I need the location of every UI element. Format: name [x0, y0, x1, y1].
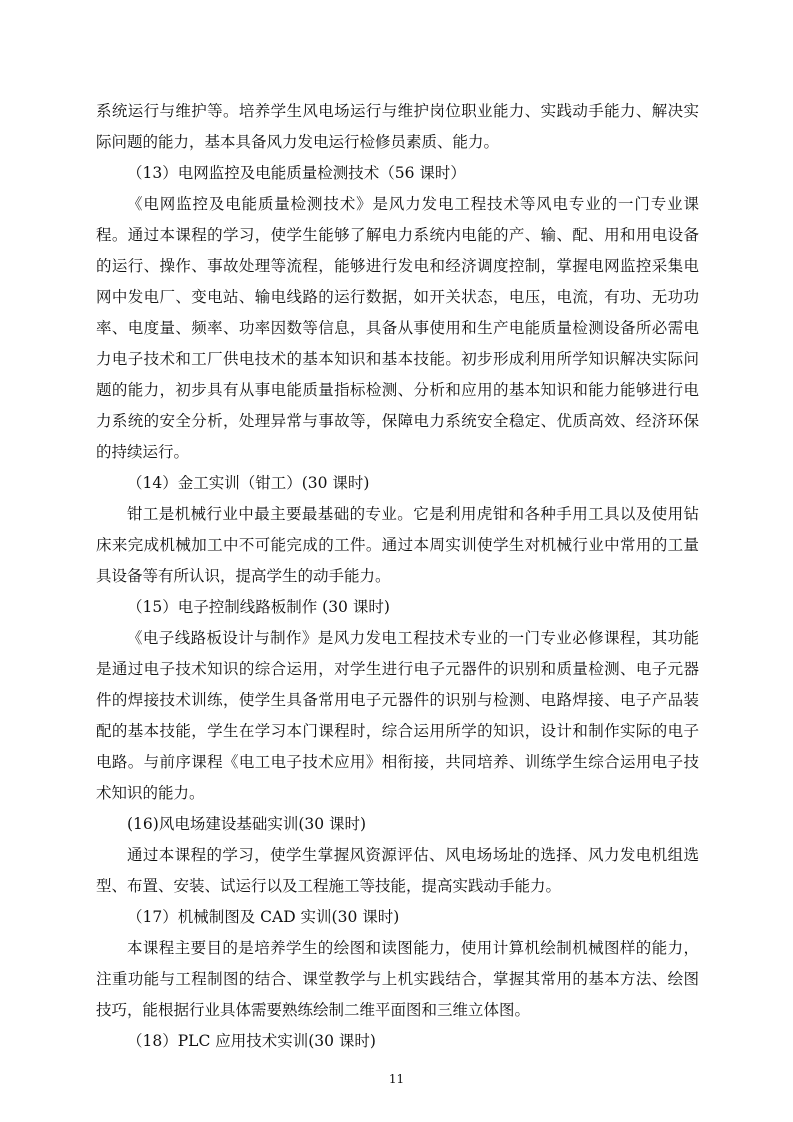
section-heading-16: (16)风电场建设基础实训(30 课时)	[127, 815, 367, 833]
section-heading-15: （15）电子控制线路板制作 (30 课时)	[127, 598, 390, 616]
section-heading-17: （17）机械制图及 CAD 实训(30 课时)	[127, 908, 400, 926]
page-body	[96, 96, 699, 1057]
paragraph-15: 《电子线路板设计与制作》是风力发电工程技术专业的一门专业必修课程，其功能是通过电子技术知识的综合运用，对学生进行电子元器件的识别和质量检测、电子元器件的焊接技术训练，使学生具备常用电子元器件的识别与检测、电路焊接、电子产品装配的基本技能，学生在学习本门课程时，综合运用所学的知识，设计和制作实际的电子电路。与前序课程《电工电子技术应用》相衔接，共同培养、训练学生综合运用电子技术知识的能力。	[96, 629, 699, 802]
section-heading-14: （14）金工实训（钳工）(30 课时)	[127, 474, 370, 492]
paragraph-14: 钳工是机械行业中最主要最基础的专业。它是利用虎钳和各种手用工具以及使用钻床来完成机械加工中不可能完成的工件。通过本周实训使学生对机械行业中常用的工量具设备等有所认识，提高学生的动手能力。	[96, 505, 699, 585]
section-heading-13: （13）电网监控及电能质量检测技术（56 课时）	[127, 164, 466, 182]
paragraph-13: 《电网监控及电能质量检测技术》是风力发电工程技术等风电专业的一门专业课程。通过本课程的学习，使学生能够了解电力系统内电能的产、输、配、用和用电设备的运行、操作、事故处理等流程，能够进行发电和经济调度控制，掌握电网监控采集电网中发电厂、变电站、输电线路的运行数据，如开关状态，电压，电流，有功、无功功率、电度量、频率、功率因数等信息，具备从事使用和生产电能质量检测设备所必需电力电子技术和工厂供电技术的基本知识和基本技能。初步形成利用所学知识解决实际问题的能力，初步具有从事电能质量指标检测、分析和应用的基本知识和能力能够进行电力系统的安全分析，处理异常与事故等，保障电力系统安全稳定、优质高效、经济环保的持续运行。	[96, 195, 699, 461]
paragraph-continued: 系统运行与维护等。培养学生风电场运行与维护岗位职业能力、实践动手能力、解决实际问题的能力，基本具备风力发电运行检修员素质、能力。	[96, 102, 699, 151]
section-heading-18: （18）PLC 应用技术实训(30 课时)	[127, 1032, 376, 1050]
page-number: 11	[388, 1072, 405, 1086]
paragraph-17: 本课程主要目的是培养学生的绘图和读图能力，使用计算机绘制机械图样的能力，注重功能与工程制图的结合、课堂教学与上机实践结合，掌握其常用的基本方法、绘图技巧，能根据行业具体需要熟练绘制二维平面图和三维立体图。	[96, 939, 699, 1019]
paragraph-16: 通过本课程的学习，使学生掌握风资源评估、风电场场址的选择、风力发电机组选型、布置、安装、试运行以及工程施工等技能，提高实践动手能力。	[96, 846, 699, 895]
